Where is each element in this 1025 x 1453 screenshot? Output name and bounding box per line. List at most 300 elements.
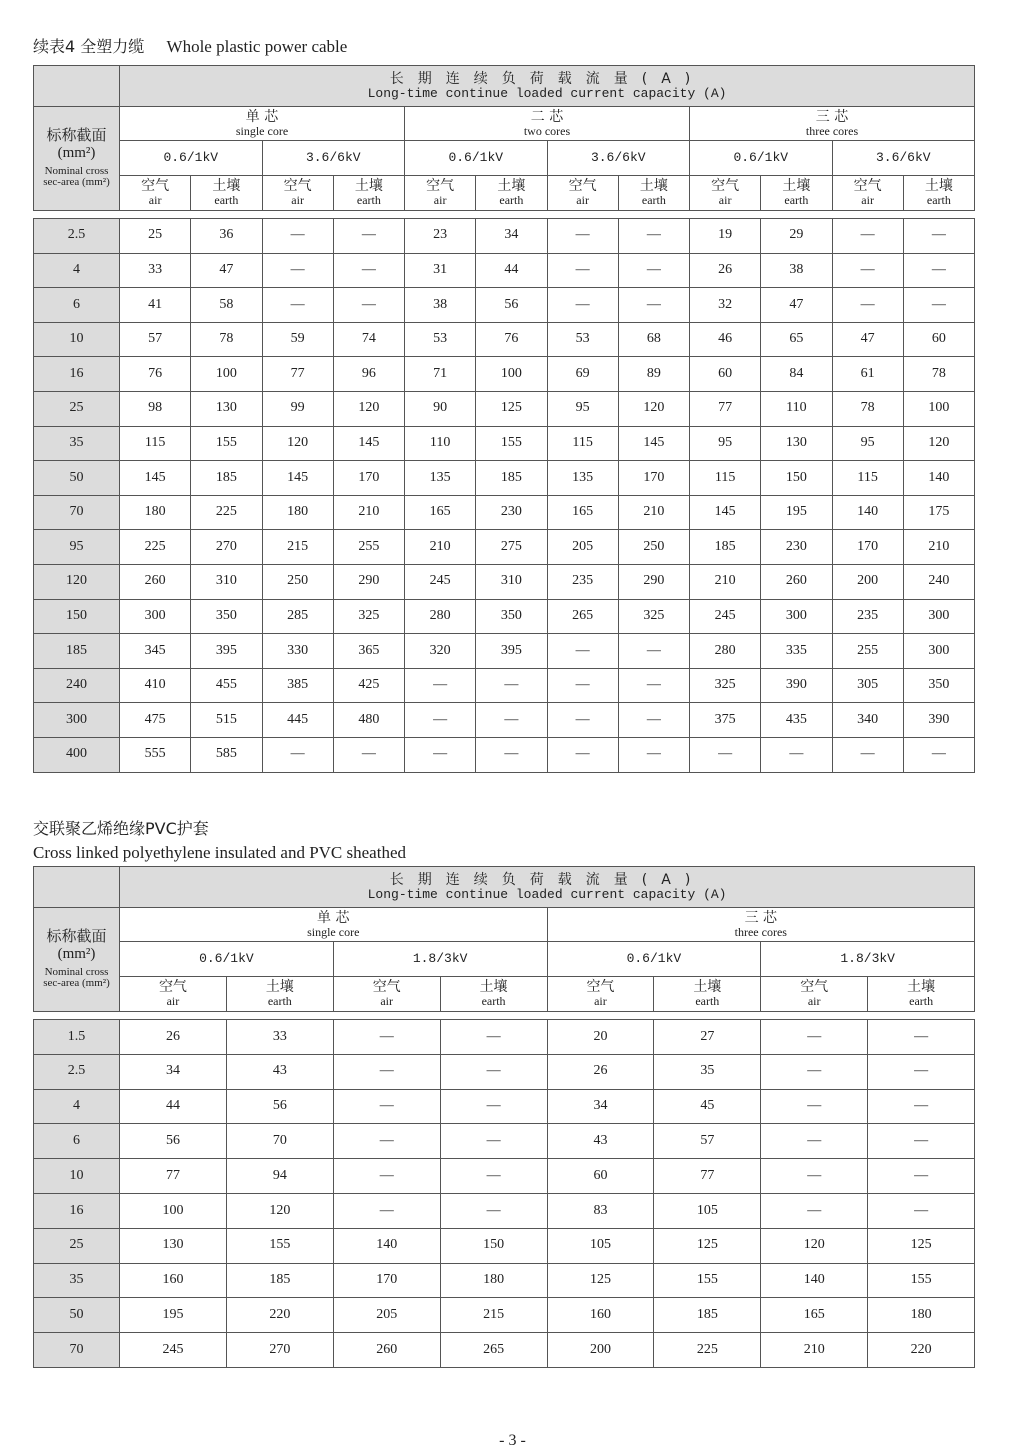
capacity-cell: 425 — [333, 668, 404, 703]
capacity-cell: 100 — [191, 357, 262, 392]
capacity-cell: 180 — [120, 495, 191, 530]
medium-earth-en: earth — [784, 193, 809, 208]
capacity-cell: 43 — [547, 1124, 654, 1159]
voltage-label: 1.8/3kV — [412, 951, 468, 967]
capacity-cell: 325 — [690, 668, 761, 703]
capacity-cell: — — [761, 1193, 868, 1228]
medium-air-en: air — [718, 193, 732, 208]
capacity-cell: 120 — [262, 426, 333, 461]
capacity-cell: 555 — [120, 737, 191, 772]
table-xlpe-cable — [33, 866, 975, 1368]
cross-section-cell: 25 — [34, 391, 120, 426]
capacity-cell: — — [262, 737, 333, 772]
capacity-cell: 210 — [761, 1333, 868, 1368]
capacity-cell: 150 — [761, 461, 832, 496]
table-row — [34, 1193, 975, 1228]
table-row — [34, 253, 975, 288]
capacity-cell: 56 — [120, 1124, 227, 1159]
voltage-cell — [547, 141, 690, 176]
capacity-cell: 99 — [262, 391, 333, 426]
voltage-cell — [120, 942, 334, 977]
section2-caption-cn — [33, 816, 209, 839]
cross-section-cell: 6 — [34, 1124, 120, 1159]
capacity-cell: 100 — [903, 391, 974, 426]
capacity-cell: 220 — [226, 1298, 333, 1333]
capacity-cell: 210 — [903, 530, 974, 565]
capacity-cell: — — [405, 703, 476, 738]
table-row — [34, 426, 975, 461]
medium-air-cn: 空气 — [426, 178, 455, 195]
capacity-cell: 83 — [547, 1193, 654, 1228]
capacity-cell: 225 — [191, 495, 262, 530]
capacity-cell: — — [333, 737, 404, 772]
capacity-cell: 340 — [832, 703, 903, 738]
medium-air-en: air — [861, 193, 874, 208]
capacity-cell: — — [547, 219, 618, 254]
capacity-cell: 26 — [690, 253, 761, 288]
medium-air-en: air — [594, 994, 607, 1009]
voltage-cell — [120, 141, 263, 176]
capacity-cell: 195 — [761, 495, 832, 530]
table-row — [34, 391, 975, 426]
medium-air-header — [832, 176, 903, 211]
cross-section-cell: 16 — [34, 357, 120, 392]
capacity-cell: 53 — [405, 322, 476, 357]
capacity-header-cn: 长期连续负荷载流量(A) — [389, 871, 705, 888]
capacity-header-en: Long-time continue loaded current capacity (A) — [367, 85, 727, 101]
capacity-cell: 515 — [191, 703, 262, 738]
medium-earth-en: earth — [909, 994, 934, 1009]
capacity-cell: 160 — [547, 1298, 654, 1333]
capacity-cell: — — [903, 219, 974, 254]
capacity-header-en: Long-time continue loaded current capacity (A) — [367, 886, 727, 902]
capacity-cell: 270 — [226, 1333, 333, 1368]
medium-earth-cn: 土壤 — [212, 178, 241, 195]
side-header — [34, 908, 120, 1012]
group-two-cores — [405, 107, 690, 141]
capacity-cell: — — [761, 1159, 868, 1194]
group-en: single core — [307, 924, 360, 939]
capacity-cell: 115 — [690, 461, 761, 496]
capacity-cell: 95 — [690, 426, 761, 461]
capacity-cell: 385 — [262, 668, 333, 703]
medium-earth-cn: 土壤 — [907, 979, 936, 996]
capacity-cell: 140 — [903, 461, 974, 496]
capacity-cell: 350 — [903, 668, 974, 703]
capacity-cell: 320 — [405, 634, 476, 669]
cross-section-cell: 120 — [34, 564, 120, 599]
capacity-cell: 36 — [191, 219, 262, 254]
table-row — [34, 288, 975, 323]
table-row — [34, 737, 975, 772]
medium-air-cn: 空气 — [586, 979, 615, 996]
medium-earth-en: earth — [214, 193, 239, 208]
cross-section-cell: 6 — [34, 288, 120, 323]
capacity-cell: 205 — [333, 1298, 440, 1333]
capacity-cell: 255 — [832, 634, 903, 669]
capacity-cell: 100 — [476, 357, 547, 392]
capacity-cell: — — [440, 1054, 547, 1089]
header-row-medium — [34, 977, 975, 1012]
header-row-capacity — [34, 66, 975, 107]
capacity-cell: 90 — [405, 391, 476, 426]
group-en: two cores — [523, 123, 571, 138]
capacity-cell: — — [440, 1089, 547, 1124]
capacity-cell: 150 — [440, 1228, 547, 1263]
capacity-cell: 47 — [191, 253, 262, 288]
capacity-cell: 210 — [618, 495, 689, 530]
capacity-cell: — — [405, 737, 476, 772]
capacity-cell: 475 — [120, 703, 191, 738]
header-gap — [34, 211, 975, 219]
capacity-cell: 300 — [903, 634, 974, 669]
capacity-cell: 76 — [476, 322, 547, 357]
capacity-cell: 120 — [903, 426, 974, 461]
voltage-label: 1.8/3kV — [840, 951, 895, 967]
capacity-cell: — — [333, 253, 404, 288]
medium-air-en: air — [380, 994, 394, 1009]
medium-earth-header — [618, 176, 689, 211]
medium-earth-header — [761, 176, 832, 211]
voltage-label: 0.6/1kV — [626, 951, 682, 967]
capacity-cell: — — [761, 1054, 868, 1089]
capacity-cell: — — [476, 703, 547, 738]
capacity-cell: 210 — [690, 564, 761, 599]
capacity-cell: 185 — [654, 1298, 761, 1333]
capacity-cell: 165 — [547, 495, 618, 530]
capacity-cell: 375 — [690, 703, 761, 738]
capacity-cell: 26 — [120, 1020, 227, 1055]
capacity-cell: 215 — [262, 530, 333, 565]
cross-section-cell: 2.5 — [34, 1054, 120, 1089]
table-body — [34, 1020, 975, 1368]
capacity-cell: 170 — [832, 530, 903, 565]
capacity-cell: 175 — [903, 495, 974, 530]
capacity-cell: 155 — [868, 1263, 975, 1298]
voltage-cell — [262, 141, 405, 176]
group-en: three cores — [734, 924, 787, 939]
capacity-cell: — — [868, 1054, 975, 1089]
capacity-cell: 325 — [618, 599, 689, 634]
voltage-label: 3.6/6kV — [875, 150, 931, 166]
medium-earth-cn: 土壤 — [354, 178, 383, 195]
capacity-cell: 57 — [120, 322, 191, 357]
capacity-cell: 44 — [120, 1089, 227, 1124]
capacity-cell: — — [868, 1193, 975, 1228]
capacity-cell: 330 — [262, 634, 333, 669]
side-header-en2: sec-area (mm²) — [43, 176, 110, 189]
table-row — [34, 1298, 975, 1333]
side-header-cn: 标称截面 — [46, 126, 107, 145]
table-row — [34, 1020, 975, 1055]
capacity-cell: — — [547, 253, 618, 288]
capacity-cell: 345 — [120, 634, 191, 669]
group-en: single core — [235, 123, 289, 138]
medium-air-header — [262, 176, 333, 211]
capacity-cell: — — [868, 1089, 975, 1124]
capacity-cell: 350 — [191, 599, 262, 634]
medium-earth-en: earth — [695, 994, 720, 1009]
capacity-cell: 110 — [761, 391, 832, 426]
table-row — [34, 530, 975, 565]
group-cn: 单 芯 — [317, 909, 350, 926]
medium-earth-en: earth — [356, 193, 381, 208]
capacity-cell: 240 — [903, 564, 974, 599]
capacity-cell: 56 — [226, 1089, 333, 1124]
capacity-cell: — — [618, 253, 689, 288]
section1-title-cn: 续表4 全塑力缆 — [33, 37, 145, 56]
capacity-cell: 455 — [191, 668, 262, 703]
capacity-header-cn: 长期连续负荷载流量(A) — [389, 70, 705, 87]
cross-section-cell: 185 — [34, 634, 120, 669]
capacity-cell: 56 — [476, 288, 547, 323]
voltage-cell — [761, 942, 975, 977]
capacity-cell: 395 — [191, 634, 262, 669]
capacity-cell: — — [868, 1159, 975, 1194]
capacity-cell: 130 — [761, 426, 832, 461]
capacity-cell: 94 — [226, 1159, 333, 1194]
voltage-label: 0.6/1kV — [163, 150, 219, 166]
capacity-cell: 310 — [476, 564, 547, 599]
capacity-cell: 145 — [333, 426, 404, 461]
capacity-cell: 155 — [654, 1263, 761, 1298]
capacity-cell: — — [333, 1054, 440, 1089]
cross-section-cell: 35 — [34, 426, 120, 461]
capacity-cell: 135 — [405, 461, 476, 496]
capacity-cell: 140 — [832, 495, 903, 530]
cross-section-cell: 300 — [34, 703, 120, 738]
cross-section-cell: 10 — [34, 322, 120, 357]
capacity-cell: 185 — [690, 530, 761, 565]
capacity-cell: 260 — [120, 564, 191, 599]
capacity-cell: 390 — [761, 668, 832, 703]
capacity-cell: — — [440, 1159, 547, 1194]
side-header-unit: (mm²) — [57, 144, 96, 161]
capacity-cell: — — [832, 253, 903, 288]
capacity-cell: 265 — [547, 599, 618, 634]
capacity-cell: 390 — [903, 703, 974, 738]
cross-section-cell: 25 — [34, 1228, 120, 1263]
capacity-cell: 200 — [547, 1333, 654, 1368]
capacity-cell: — — [440, 1020, 547, 1055]
capacity-cell: 250 — [262, 564, 333, 599]
table-row — [34, 599, 975, 634]
medium-air-cn: 空气 — [158, 979, 187, 996]
section1-title-en: Whole plastic power cable — [166, 37, 348, 56]
capacity-cell: 95 — [547, 391, 618, 426]
capacity-cell: 125 — [547, 1263, 654, 1298]
capacity-cell: 47 — [761, 288, 832, 323]
capacity-cell: 305 — [832, 668, 903, 703]
capacity-cell: 70 — [226, 1124, 333, 1159]
medium-earth-header — [191, 176, 262, 211]
capacity-cell: 89 — [618, 357, 689, 392]
capacity-cell: 125 — [476, 391, 547, 426]
capacity-cell: 69 — [547, 357, 618, 392]
capacity-header — [120, 66, 975, 107]
side-header — [34, 107, 120, 211]
capacity-cell: — — [262, 253, 333, 288]
capacity-cell: 74 — [333, 322, 404, 357]
cross-section-cell: 95 — [34, 530, 120, 565]
capacity-cell: 25 — [120, 219, 191, 254]
header-row-groups — [34, 908, 975, 942]
capacity-cell: — — [761, 1089, 868, 1124]
cross-section-cell: 70 — [34, 495, 120, 530]
header-row-voltages — [34, 141, 975, 176]
capacity-cell: 41 — [120, 288, 191, 323]
cross-section-cell: 2.5 — [34, 219, 120, 254]
table-row — [34, 357, 975, 392]
medium-earth-en: earth — [267, 994, 292, 1009]
capacity-cell: 45 — [654, 1089, 761, 1124]
capacity-cell: 115 — [832, 461, 903, 496]
capacity-cell: 19 — [690, 219, 761, 254]
capacity-cell: 275 — [476, 530, 547, 565]
medium-air-header — [547, 176, 618, 211]
capacity-cell: — — [690, 737, 761, 772]
capacity-cell: — — [618, 219, 689, 254]
capacity-cell: 65 — [761, 322, 832, 357]
capacity-cell: — — [868, 1124, 975, 1159]
capacity-cell: 290 — [333, 564, 404, 599]
capacity-cell: 33 — [120, 253, 191, 288]
capacity-cell: 585 — [191, 737, 262, 772]
cross-section-cell: 1.5 — [34, 1020, 120, 1055]
capacity-cell: 180 — [262, 495, 333, 530]
table-row — [34, 703, 975, 738]
group-three-cores — [547, 908, 975, 942]
section2-title-cn: 交联聚乙烯绝缘PVC护套 — [33, 819, 209, 838]
capacity-cell: 77 — [690, 391, 761, 426]
cross-section-cell: 16 — [34, 1193, 120, 1228]
voltage-cell — [333, 942, 547, 977]
table-row — [34, 564, 975, 599]
medium-earth-en: earth — [641, 193, 666, 208]
cross-section-cell: 4 — [34, 253, 120, 288]
capacity-cell: — — [333, 1124, 440, 1159]
capacity-cell: 235 — [832, 599, 903, 634]
capacity-cell: 395 — [476, 634, 547, 669]
capacity-cell: 265 — [440, 1333, 547, 1368]
capacity-cell: 120 — [226, 1193, 333, 1228]
medium-air-cn: 空气 — [283, 178, 312, 195]
medium-air-en: air — [166, 994, 180, 1009]
medium-earth-cn: 土壤 — [693, 979, 722, 996]
cross-section-cell: 400 — [34, 737, 120, 772]
capacity-cell: — — [618, 288, 689, 323]
capacity-cell: 47 — [832, 322, 903, 357]
capacity-cell: 435 — [761, 703, 832, 738]
capacity-cell: — — [832, 288, 903, 323]
medium-air-en: air — [807, 994, 821, 1009]
medium-earth-header — [476, 176, 547, 211]
capacity-cell: 250 — [618, 530, 689, 565]
capacity-cell: 98 — [120, 391, 191, 426]
table-body — [34, 219, 975, 773]
table-row — [34, 1054, 975, 1089]
capacity-cell: 210 — [333, 495, 404, 530]
capacity-cell: — — [868, 1020, 975, 1055]
medium-earth-header — [333, 176, 404, 211]
medium-air-cn: 空气 — [141, 178, 170, 195]
header-row-medium — [34, 176, 975, 211]
side-header-en1: Nominal cross — [44, 965, 109, 978]
capacity-cell: 145 — [618, 426, 689, 461]
capacity-cell: — — [333, 1089, 440, 1124]
table-row — [34, 1263, 975, 1298]
capacity-cell: 125 — [654, 1228, 761, 1263]
capacity-cell: 205 — [547, 530, 618, 565]
capacity-cell: 58 — [191, 288, 262, 323]
table-whole-plastic-cable — [33, 65, 975, 773]
capacity-cell: 105 — [654, 1193, 761, 1228]
table-row — [34, 1089, 975, 1124]
capacity-cell: 155 — [191, 426, 262, 461]
capacity-cell: 46 — [690, 322, 761, 357]
capacity-cell: — — [440, 1193, 547, 1228]
capacity-cell: 235 — [547, 564, 618, 599]
capacity-cell: 220 — [868, 1333, 975, 1368]
capacity-cell: 230 — [476, 495, 547, 530]
capacity-cell: — — [440, 1124, 547, 1159]
medium-earth-header — [654, 977, 761, 1012]
medium-air-header — [120, 977, 227, 1012]
medium-earth-en: earth — [926, 193, 951, 208]
voltage-label: 0.6/1kV — [199, 951, 254, 967]
group-en: three cores — [805, 123, 859, 138]
capacity-cell: 110 — [405, 426, 476, 461]
capacity-cell: 120 — [333, 391, 404, 426]
capacity-cell: 155 — [476, 426, 547, 461]
capacity-cell: — — [547, 634, 618, 669]
capacity-cell: 115 — [120, 426, 191, 461]
voltage-label: 3.6/6kV — [590, 150, 646, 166]
capacity-cell: 34 — [547, 1089, 654, 1124]
capacity-cell: 29 — [761, 219, 832, 254]
voltage-cell — [690, 141, 833, 176]
capacity-cell: 84 — [761, 357, 832, 392]
capacity-cell: 77 — [262, 357, 333, 392]
section1-caption — [33, 34, 347, 57]
capacity-cell: 325 — [333, 599, 404, 634]
capacity-cell: — — [618, 703, 689, 738]
capacity-cell: 68 — [618, 322, 689, 357]
capacity-header — [120, 867, 975, 908]
capacity-cell: 60 — [690, 357, 761, 392]
medium-air-cn: 空气 — [568, 178, 597, 195]
capacity-cell: 96 — [333, 357, 404, 392]
capacity-cell: 78 — [903, 357, 974, 392]
voltage-label: 0.6/1kV — [448, 150, 504, 166]
capacity-cell: — — [761, 1020, 868, 1055]
capacity-cell: 53 — [547, 322, 618, 357]
capacity-cell: 280 — [690, 634, 761, 669]
medium-air-cn: 空气 — [853, 178, 882, 195]
medium-earth-cn: 土壤 — [639, 178, 668, 195]
capacity-cell: 77 — [120, 1159, 227, 1194]
capacity-cell: — — [547, 737, 618, 772]
capacity-cell: — — [618, 668, 689, 703]
voltage-cell — [832, 141, 975, 176]
capacity-cell: — — [547, 288, 618, 323]
capacity-cell: 125 — [868, 1228, 975, 1263]
section2-caption-en — [33, 843, 406, 863]
capacity-cell: 23 — [405, 219, 476, 254]
medium-air-header — [761, 977, 868, 1012]
group-cn: 三 芯 — [744, 909, 778, 926]
medium-air-cn: 空气 — [372, 979, 401, 996]
